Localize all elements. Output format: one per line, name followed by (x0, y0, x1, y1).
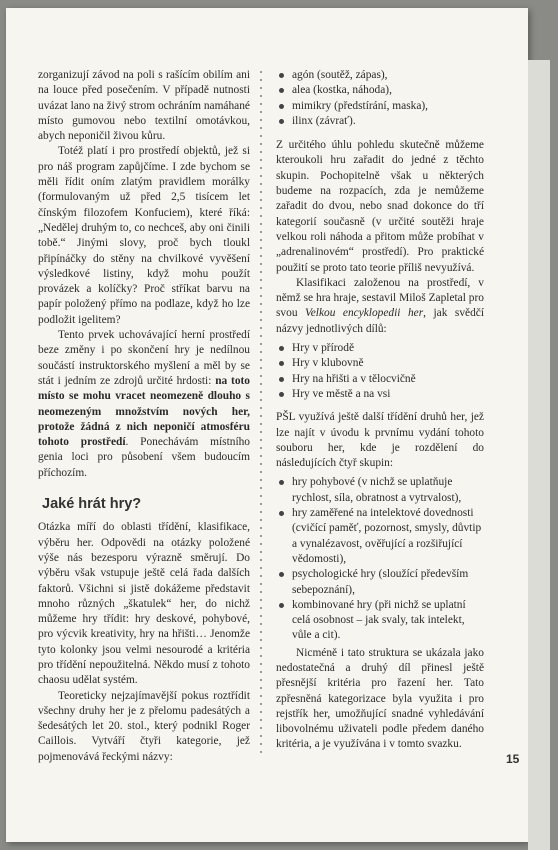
paragraph: Totéž platí i pro prostředí objektů, jež si pro náš program zapůjčíme. I zde bychom se měli řídit oním zlatým pravidlem morálky (formulovaným už před 2,5 tisícem let čínským filozofem Konfuciem), které říká: „Nedělej druhým to, co nechceš, aby oni činili tobě.“ Jinými slovy, proč bych tloukl připínáčky do stěny na chvilkové vyvěšení výsledkové listiny, když mohu použít provázek a kolíčky? Proč stříkat barvu na papír položený přímo na podlaze, když ho lze podložit igelitem? (38, 145, 250, 326)
list-item: Hry v přírodě (292, 341, 484, 356)
italic-text: Velkou encyklopedii her (305, 307, 424, 320)
volume-list (276, 341, 484, 402)
paragraph: Nicméně i tato struktura se ukázala jako nedostatečná a druhý díl přinesl ještě přesnější kritéria pro řazení her. Tato zpřesněná kategorizace byla využita i pro rejstřík her, umožňující snadné vyhledávání libovolnému uživateli podle předem daného kritéria, a je využívána i v tomto svazku. (276, 646, 484, 751)
group-list (276, 475, 484, 643)
list-item: hry zaměřené na intelektové dovednosti (cvičící paměť, pozornost, smysly, důvtip a vynalézavost, ověřující a rozšiřující vědomosti), (292, 506, 484, 567)
text: Tento prvek uchovávající herní prostředí beze změny i po skončení hry je nedílnou součástí instruktorského myšlení a měl by se stát i jedním ze zdrojů určité hrdosti: (38, 329, 250, 387)
list-item: ilinx (závrať). (292, 114, 484, 129)
page-edge (528, 60, 550, 850)
paragraph: zorganizují závod na poli s rašícím obilím ani na louce před posečením. V případě nutnosti uvázat lano na živý strom ochráním namáhané místo gumovou nebo textilní omotávkou, abych neponičil živou kůru. (38, 69, 250, 143)
page-number: 15 (506, 752, 520, 766)
list-item: Hry v klubovně (292, 356, 484, 371)
list-item: agón (soutěž, zápas), (292, 68, 484, 83)
column-divider (258, 68, 266, 758)
paragraph: Teoreticky nejzajímavější pokus roztřídit všechny druhy her je z přelomu padesátých a šedesátých let 20. stol., který podnikl Roger Caillois. Vytváří čtyři kategorie, jež pojmenovává řeckými názvy: (38, 689, 250, 763)
paragraph: PŠL využívá ještě další třídění druhů her, jež lze najít v úvodu k prvnímu vydání tohoto souboru her, kde je rozdělení do následujících čtyř skupin: (276, 411, 484, 470)
list-item: psychologické hry (sloužící především sebepoznání), (292, 567, 484, 598)
list-item: kombinované hry (při nichž se uplatní celá osobnost – jak svaly, tak intelekt, vůle a cit). (292, 598, 484, 644)
list-item: alea (kostka, náhoda), (292, 83, 484, 98)
paragraph (38, 328, 250, 481)
bold-text: na toto místo se mohu vracet neomezeně dlouho s neomezeným množstvím nových her, protože žádná z nich neponičí atmosféru tohoto prostředí (38, 374, 250, 449)
text: , jak svědčí názvy jednotlivých dílů: (276, 307, 485, 335)
right-column (276, 68, 484, 753)
list-item: mimikry (předstírání, maska), (292, 99, 484, 114)
text: Klasifikaci založenou na prostředí, v němž se hra hraje, sestavil Miloš Zapletal pro svou (276, 276, 484, 320)
section-heading: Jaké hrát hry? (42, 496, 142, 513)
list-item: Hry ve městě a na vsi (292, 387, 484, 402)
paragraph (276, 276, 484, 337)
paragraph: Otázka míří do oblasti třídění, klasifikace, výběru her. Odpovědi na otázky položené výše nás bezesporu výrazně směrují. Do výběru však vstupuje ještě celá řada dalších faktorů. Všichni si jistě dokážeme představit mnoho různých „škatulek“ her, do nichž můžeme hry třídit: hry deskové, pohybové, pro výcvik kreativity, hry na hřišti… Jenomže tyto kolonky jsou velmi nesourodé a kritéria pro třídění nepoužitelná. Někdo musí z tohoto chaosu udělat systém. (38, 521, 250, 687)
list-item: Hry na hřišti a v tělocvičně (292, 372, 484, 387)
text: . Ponechávám místního genia loci pro působení všem budoucím příchozím. (38, 436, 250, 479)
list-item: hry pohybové (v nichž se uplatňuje rychlost, síla, obratnost a vytrvalost), (292, 475, 484, 506)
left-column (38, 68, 250, 765)
category-list (276, 68, 484, 129)
paragraph: Z určitého úhlu pohledu skutečně můžeme kteroukoli hru zařadit do jedné z těchto skupin. Pochopitelně však u některých budeme na rozpacích, zda je nemůžeme zařadit do dvou, nebo snad dokonce do tří kategorií současně (v určité soutěži hraje velkou roli náhoda a přitom může probíhat v „adrenalinovém“ prostředí). Pro praktické použití se proto tato teorie příliš nevyužívá. (276, 139, 484, 274)
